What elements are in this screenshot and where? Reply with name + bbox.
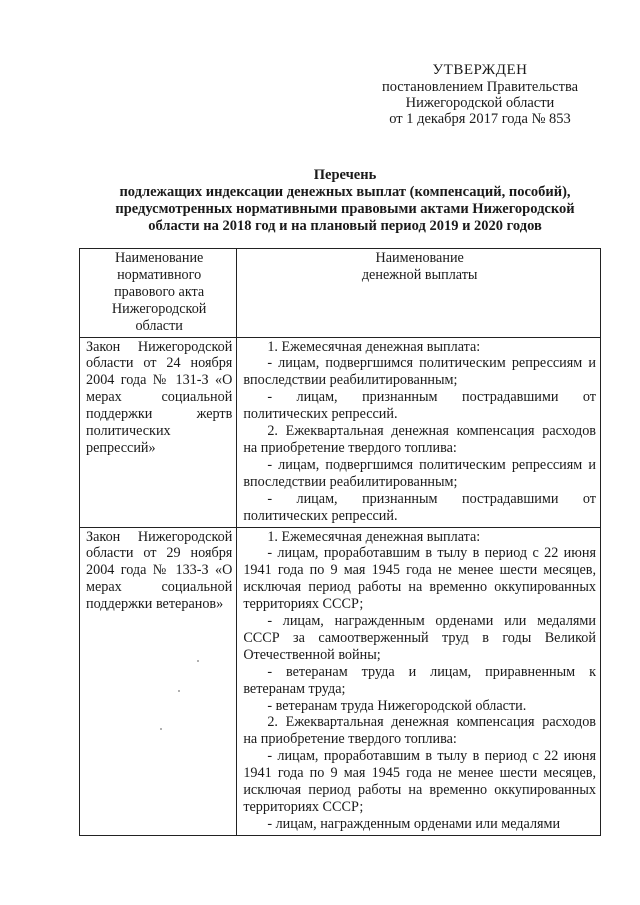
header-payment-name: Наименование денежной выплаты xyxy=(237,249,601,338)
scan-speck xyxy=(197,660,199,662)
approval-line-3: от 1 декабря 2017 года № 853 xyxy=(389,111,571,127)
list-item: - лицам, признанным пострадавшими от политических репрессий. xyxy=(243,490,596,524)
title-line-2: подлежащих индексации денежных выплат (компенсаций, пособий), xyxy=(119,184,571,200)
list-item: - лицам, проработавшим в тылу в период с 22 июня 1941 года по 9 мая 1945 года не менее шести месяцев, исключая период работы на временно оккупированных территориях СССР; xyxy=(243,545,596,613)
list-item: - лицам, награжденным орденами или медалями xyxy=(267,815,561,832)
act-cell: Закон Нижегородской области от 24 ноября 2004 года № 131-З «О мерах социальной поддержки жертв политических репрессий» xyxy=(80,337,237,527)
list-item: - ветеранам труда и лицам, приравненным к ветеранам труда; xyxy=(243,663,596,697)
scan-speck xyxy=(160,728,162,730)
list-item: - лицам, признанным пострадавшими от политических репрессий. xyxy=(243,389,596,423)
document-title xyxy=(80,167,610,235)
title-line-1: Перечень xyxy=(313,167,377,183)
list-item: - лицам, проработавшим в тылу в период с 22 июня 1941 года по 9 мая 1945 года не менее шести месяцев, исключая период работы на временно оккупированных территориях СССР; xyxy=(243,748,596,815)
approval-heading: УТВЕРЖДЕН xyxy=(432,62,528,78)
header-act-name: Наименование нормативного правового акта Нижегородской области xyxy=(80,249,237,338)
list-item: 2. Ежеквартальная денежная компенсация расходов на приобретение твердого топлива: xyxy=(243,423,596,456)
list-item: 1. Ежемесячная денежная выплата: xyxy=(267,528,481,545)
list-item: - лицам, подвергшимся политическим репрессиям и впоследствии реабилитированным; xyxy=(243,355,596,389)
list-item: - лицам, награжденным орденами или медалями СССР за самоотверженный труд в годы Великой Отечественной войны; xyxy=(243,613,596,663)
payments-cell xyxy=(237,527,601,835)
title-line-3: предусмотренных нормативными правовыми актами Нижегородской xyxy=(115,201,575,217)
list-item: 2. Ежеквартальная денежная компенсация расходов на приобретение твердого топлива: xyxy=(243,714,596,748)
act-cell: Закон Нижегородской области от 29 ноября 2004 года № 133-З «О мерах социальной поддержки ветеранов» xyxy=(80,527,237,835)
list-item: 1. Ежемесячная денежная выплата: xyxy=(267,338,481,355)
approval-line-2: Нижегородской области xyxy=(405,95,555,111)
approval-line-1: постановлением Правительства xyxy=(381,79,579,95)
table-row xyxy=(80,337,601,527)
scan-speck xyxy=(178,690,180,692)
payments-table xyxy=(79,248,601,836)
table-row xyxy=(80,527,601,835)
approval-stamp xyxy=(360,62,600,127)
table-header-row xyxy=(80,249,601,338)
list-item: - ветеранам труда Нижегородской области. xyxy=(267,697,527,714)
list-item: - лицам, подвергшимся политическим репрессиям и впоследствии реабилитированным; xyxy=(243,456,596,490)
payments-cell xyxy=(237,337,601,527)
title-line-4: области на 2018 год и на плановый период 2019 и 2020 годов xyxy=(148,218,542,234)
